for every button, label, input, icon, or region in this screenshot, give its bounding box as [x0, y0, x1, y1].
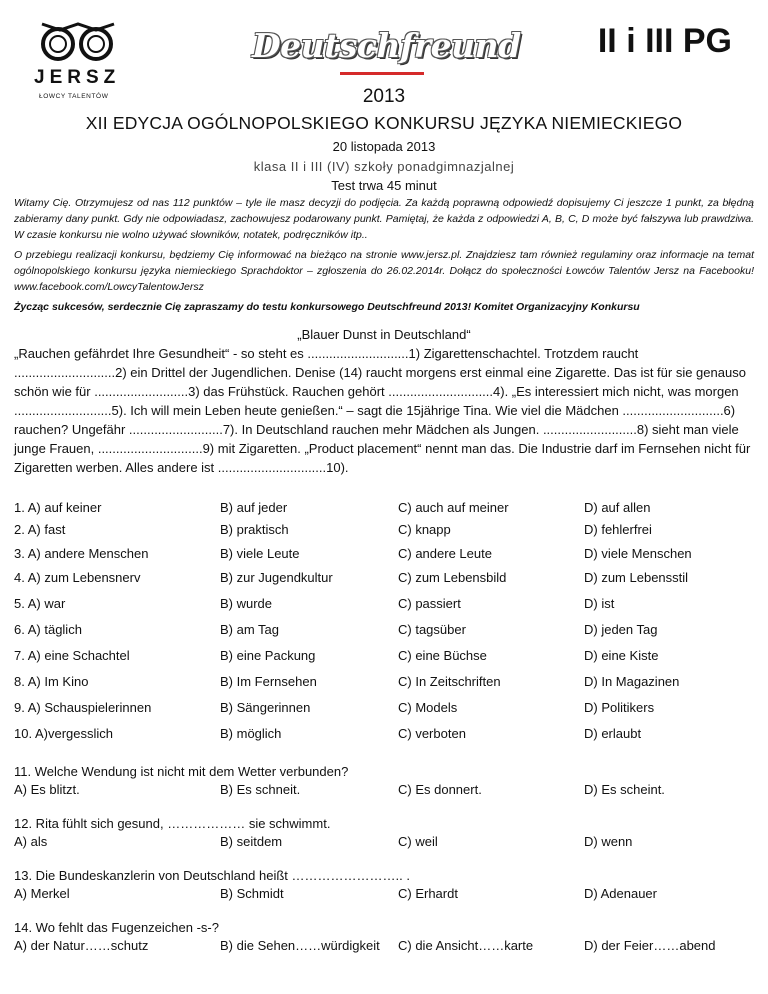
answer-option[interactable]: B) Schmidt: [220, 886, 284, 901]
question-row: [14, 622, 754, 642]
question-row: [14, 522, 754, 542]
answer-option[interactable]: 5. A) war: [14, 596, 66, 611]
question-options: [14, 782, 754, 802]
answer-option[interactable]: D) wenn: [584, 834, 633, 849]
story-text: „Rauchen gefährdet Ihre Gesundheit“ - so steht es ............................1) Zigarettenschachtel. Trotzdem raucht ............................2) ein Drittel der Jugendlichen. Denise (14) raucht morgens erst einmal eine Zigarette. Das ist für sie genauso schön wie für ..........................3) das Frühstück. Rauchen gehört .............................4). „Es interessiert mich nicht, was morgen ...........................5). Ich will mein Leben heute genießen.“ – sagt die 15jährige Tina. Wie viel die Mädchen ............................6) rauchen? Ungefähr ..........................7). In Deutschland rauchen mehr Mädchen als Jungen. ..........................8) sieht man viele junge Frauen, .............................9) mit Zigaretten. „Product placement“ nennt man das. Die Industrie darf im Fernsehen nicht für Zigaretten werben. Alles andere ist ..............................10).: [14, 346, 751, 475]
answer-option[interactable]: C) tagsüber: [398, 622, 466, 637]
answer-option[interactable]: C) auch auf meiner: [398, 500, 509, 515]
answer-option[interactable]: B) praktisch: [220, 522, 289, 537]
answer-option[interactable]: D) Es scheint.: [584, 782, 665, 797]
answer-option[interactable]: B) die Sehen……würdigkeit: [220, 938, 380, 953]
answer-option[interactable]: B) zur Jugendkultur: [220, 570, 333, 585]
edition-title: XII EDYCJA OGÓLNOPOLSKIEGO KONKURSU JĘZYKA NIEMIECKIEGO: [85, 113, 683, 133]
year: 2013: [362, 86, 406, 107]
intro-info: O przebiegu realizacji konkursu, będziemy Cię informować na bieżąco na stronie www.jersz.pl. Znajdziesz tam również regulaminy oraz informacje na temat ogólnopolskiego konkursu języka niemieckiego Sprachdoktor – zgłoszenia do 26.02.2014r. Dołącz do społeczności Łowców Talentów Jersz na Facebooku! www.facebook.com/LowcyTalentowJersz: [14, 249, 754, 293]
question-text: 11. Welche Wendung ist nicht mit dem Wetter verbunden?: [14, 764, 349, 779]
answer-option[interactable]: B) Im Fernsehen: [220, 674, 317, 689]
answer-option[interactable]: A) als: [14, 834, 48, 849]
answer-option[interactable]: 9. A) Schauspielerinnen: [14, 700, 152, 715]
answer-option[interactable]: B) seitdem: [220, 834, 283, 849]
answer-option[interactable]: D) fehlerfrei: [584, 522, 652, 537]
logo-tagline: ŁOWCY TALENTÓW: [39, 93, 109, 100]
answer-option[interactable]: 4. A) zum Lebensnerv: [14, 570, 141, 585]
answer-option[interactable]: C) weil: [398, 834, 438, 849]
answer-option[interactable]: C) eine Büchse: [398, 648, 487, 663]
question-row: [14, 674, 754, 694]
answer-option[interactable]: D) auf allen: [584, 500, 651, 515]
answer-option[interactable]: C) zum Lebensbild: [398, 570, 507, 585]
answer-option[interactable]: C) andere Leute: [398, 546, 492, 561]
test-duration: Test trwa 45 minut: [331, 178, 437, 193]
answer-option[interactable]: 6. A) täglich: [14, 622, 82, 637]
answer-option[interactable]: A) Merkel: [14, 886, 70, 901]
question-options: [14, 938, 754, 958]
answer-option[interactable]: B) möglich: [220, 726, 282, 741]
answer-option[interactable]: C) knapp: [398, 522, 451, 537]
answer-option[interactable]: C) Es donnert.: [398, 782, 482, 797]
grade-label: II i III PG: [597, 22, 732, 60]
answer-option[interactable]: 8. A) Im Kino: [14, 674, 89, 689]
answer-option[interactable]: D) erlaubt: [584, 726, 642, 741]
deutschfreund-logo: [252, 26, 521, 70]
deutschfreund-logo-text: Deutschfreund: [252, 26, 521, 65]
question-row: [14, 570, 754, 590]
contest-date: 20 listopada 2013: [332, 139, 436, 154]
question-text: 14. Wo fehlt das Fugenzeichen -s-?: [14, 920, 219, 935]
question-row: [14, 648, 754, 668]
intro-rules: Witamy Cię. Otrzymujesz od nas 112 punktów – tyle ile masz decyzji do podjęcia. Za każdą poprawną odpowiedź dopisujemy Ci jeszcze 1 punkt, za błędną zabieramy dany punkt. Gdy nie odpowiadasz, zachowujesz podarowany punkt. Pamiętaj, że każda z odpowiedzi A, B, C, D może być fałszywa lub prawdziwa. W czasie konkursu nie wolno używać słowników, notatek, podręczników itp..: [14, 197, 754, 241]
answer-option[interactable]: D) ist: [584, 596, 615, 611]
story-title: „Blauer Dunst in Deutschland“: [297, 327, 471, 342]
answer-option[interactable]: C) die Ansicht……karte: [398, 938, 534, 953]
answer-option[interactable]: D) viele Menschen: [584, 546, 692, 561]
answer-option[interactable]: B) am Tag: [220, 622, 280, 637]
question-row: [14, 700, 754, 720]
question-options: [14, 834, 754, 854]
answer-option[interactable]: A) Es blitzt.: [14, 782, 80, 797]
logo-brand: JERSZ: [34, 67, 121, 88]
answer-option[interactable]: D) der Feier……abend: [584, 938, 716, 953]
answer-option[interactable]: A) der Natur……schutz: [14, 938, 149, 953]
answer-option[interactable]: 1. A) auf keiner: [14, 500, 102, 515]
question-row: [14, 500, 754, 520]
answer-option[interactable]: B) viele Leute: [220, 546, 300, 561]
question-row: [14, 596, 754, 616]
question-options: [14, 886, 754, 906]
question-row: [14, 546, 754, 566]
answer-option[interactable]: C) Models: [398, 700, 458, 715]
answer-option[interactable]: B) auf jeder: [220, 500, 288, 515]
question-row: [14, 726, 754, 746]
answer-option[interactable]: C) Erhardt: [398, 886, 458, 901]
owl-eyes-icon: [28, 20, 124, 66]
question-text: 12. Rita fühlt sich gesund, ……………… sie schwimmt.: [14, 816, 331, 831]
answer-option[interactable]: D) Adenauer: [584, 886, 657, 901]
answer-option[interactable]: D) eine Kiste: [584, 648, 659, 663]
answer-option[interactable]: D) Politikers: [584, 700, 655, 715]
answer-option[interactable]: C) verboten: [398, 726, 466, 741]
answer-option[interactable]: 3. A) andere Menschen: [14, 546, 149, 561]
answer-option[interactable]: 2. A) fast: [14, 522, 66, 537]
answer-option[interactable]: B) Es schneit.: [220, 782, 301, 797]
answer-option[interactable]: D) jeden Tag: [584, 622, 658, 637]
answer-option[interactable]: C) In Zeitschriften: [398, 674, 501, 689]
intro-greeting: Życząc sukcesów, serdecznie Cię zapraszamy do testu konkursowego Deutschfreund 2013! Komitet Organizacyjny Konkursu: [14, 301, 640, 313]
question-text: 13. Die Bundeskanzlerin von Deutschland heißt …………………….. .: [14, 868, 410, 883]
answer-option[interactable]: D) In Magazinen: [584, 674, 680, 689]
logo-red-bar: [340, 72, 424, 75]
answer-option[interactable]: 7. A) eine Schachtel: [14, 648, 130, 663]
answer-option[interactable]: D) zum Lebensstil: [584, 570, 689, 585]
answer-option[interactable]: B) eine Packung: [220, 648, 316, 663]
answer-option[interactable]: B) wurde: [220, 596, 273, 611]
answer-option[interactable]: C) passiert: [398, 596, 461, 611]
answer-option[interactable]: B) Sängerinnen: [220, 700, 311, 715]
answer-option[interactable]: 10. A)vergesslich: [14, 726, 113, 741]
class-info: klasa II i III (IV) szkoły ponadgimnazjalnej: [253, 159, 515, 174]
